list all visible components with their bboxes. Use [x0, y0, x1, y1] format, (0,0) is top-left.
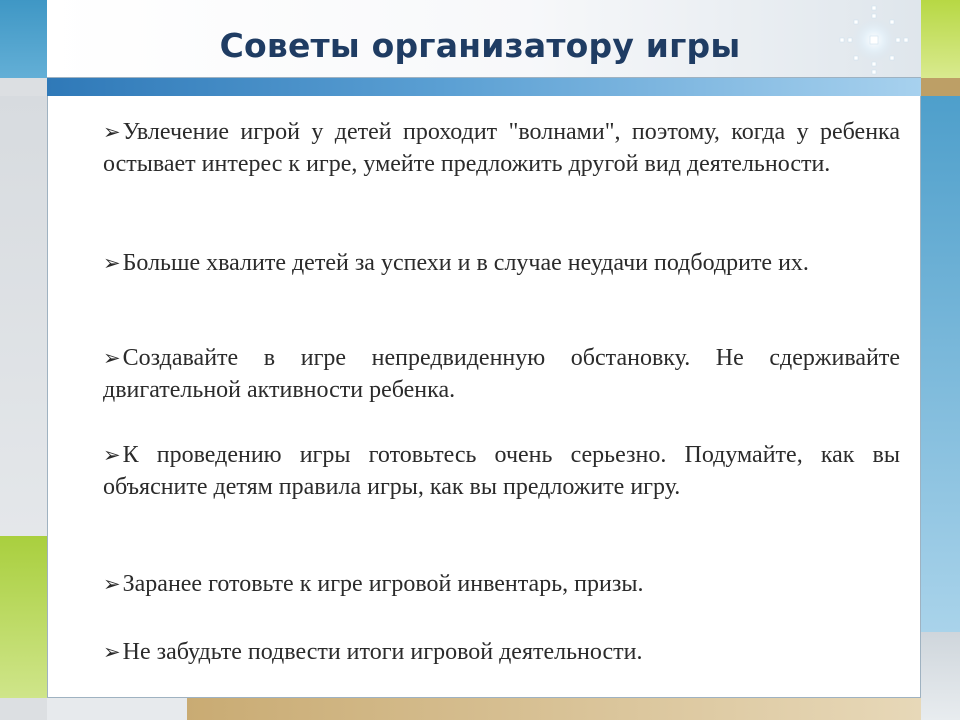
list-item: ➢Не забудьте подвести итоги игровой деятельности. [103, 639, 643, 665]
footer-accent-bar [187, 698, 921, 720]
arrow-bullet-icon: ➢ [103, 120, 121, 144]
left-middle-block [0, 96, 47, 536]
arrow-bullet-icon: ➢ [103, 640, 121, 664]
left-bottom-block [0, 698, 47, 720]
list-item: ➢Создавайте в игре непредвиденную обстановку. Не сдерживайте двигательной активности ребенка. [103, 345, 900, 403]
arrow-bullet-icon: ➢ [103, 251, 121, 275]
list-item: ➢Больше хвалите детей за успехи и в случае неудачи подбодрите их. [103, 250, 809, 276]
list-item: ➢К проведению игры готовьтесь очень серьезно. Подумайте, как вы объясните детям правила игры, как вы предложите игру. [103, 442, 900, 500]
left-green-block [0, 536, 47, 698]
arrow-bullet-icon: ➢ [103, 443, 121, 467]
arrow-bullet-icon: ➢ [103, 572, 121, 596]
page-title: Советы организатору игры [219, 26, 741, 65]
left-top-block [0, 0, 47, 78]
list-item: ➢Заранее готовьте к игре игровой инвентарь, призы. [103, 571, 644, 597]
right-top-block [921, 0, 960, 78]
title-accent-bar [47, 78, 921, 96]
left-band-block [0, 78, 47, 96]
footer-left-bar [47, 698, 187, 720]
right-bottom-block [921, 632, 960, 720]
sparkle-icon [832, 2, 912, 78]
right-blue-block [921, 96, 960, 632]
list-item: ➢Увлечение игрой у детей проходит "волнами", поэтому, когда у ребенка остывает интерес к игре, умейте предложить другой вид деятельности. [103, 119, 900, 177]
right-band-block [921, 78, 960, 96]
arrow-bullet-icon: ➢ [103, 346, 121, 370]
